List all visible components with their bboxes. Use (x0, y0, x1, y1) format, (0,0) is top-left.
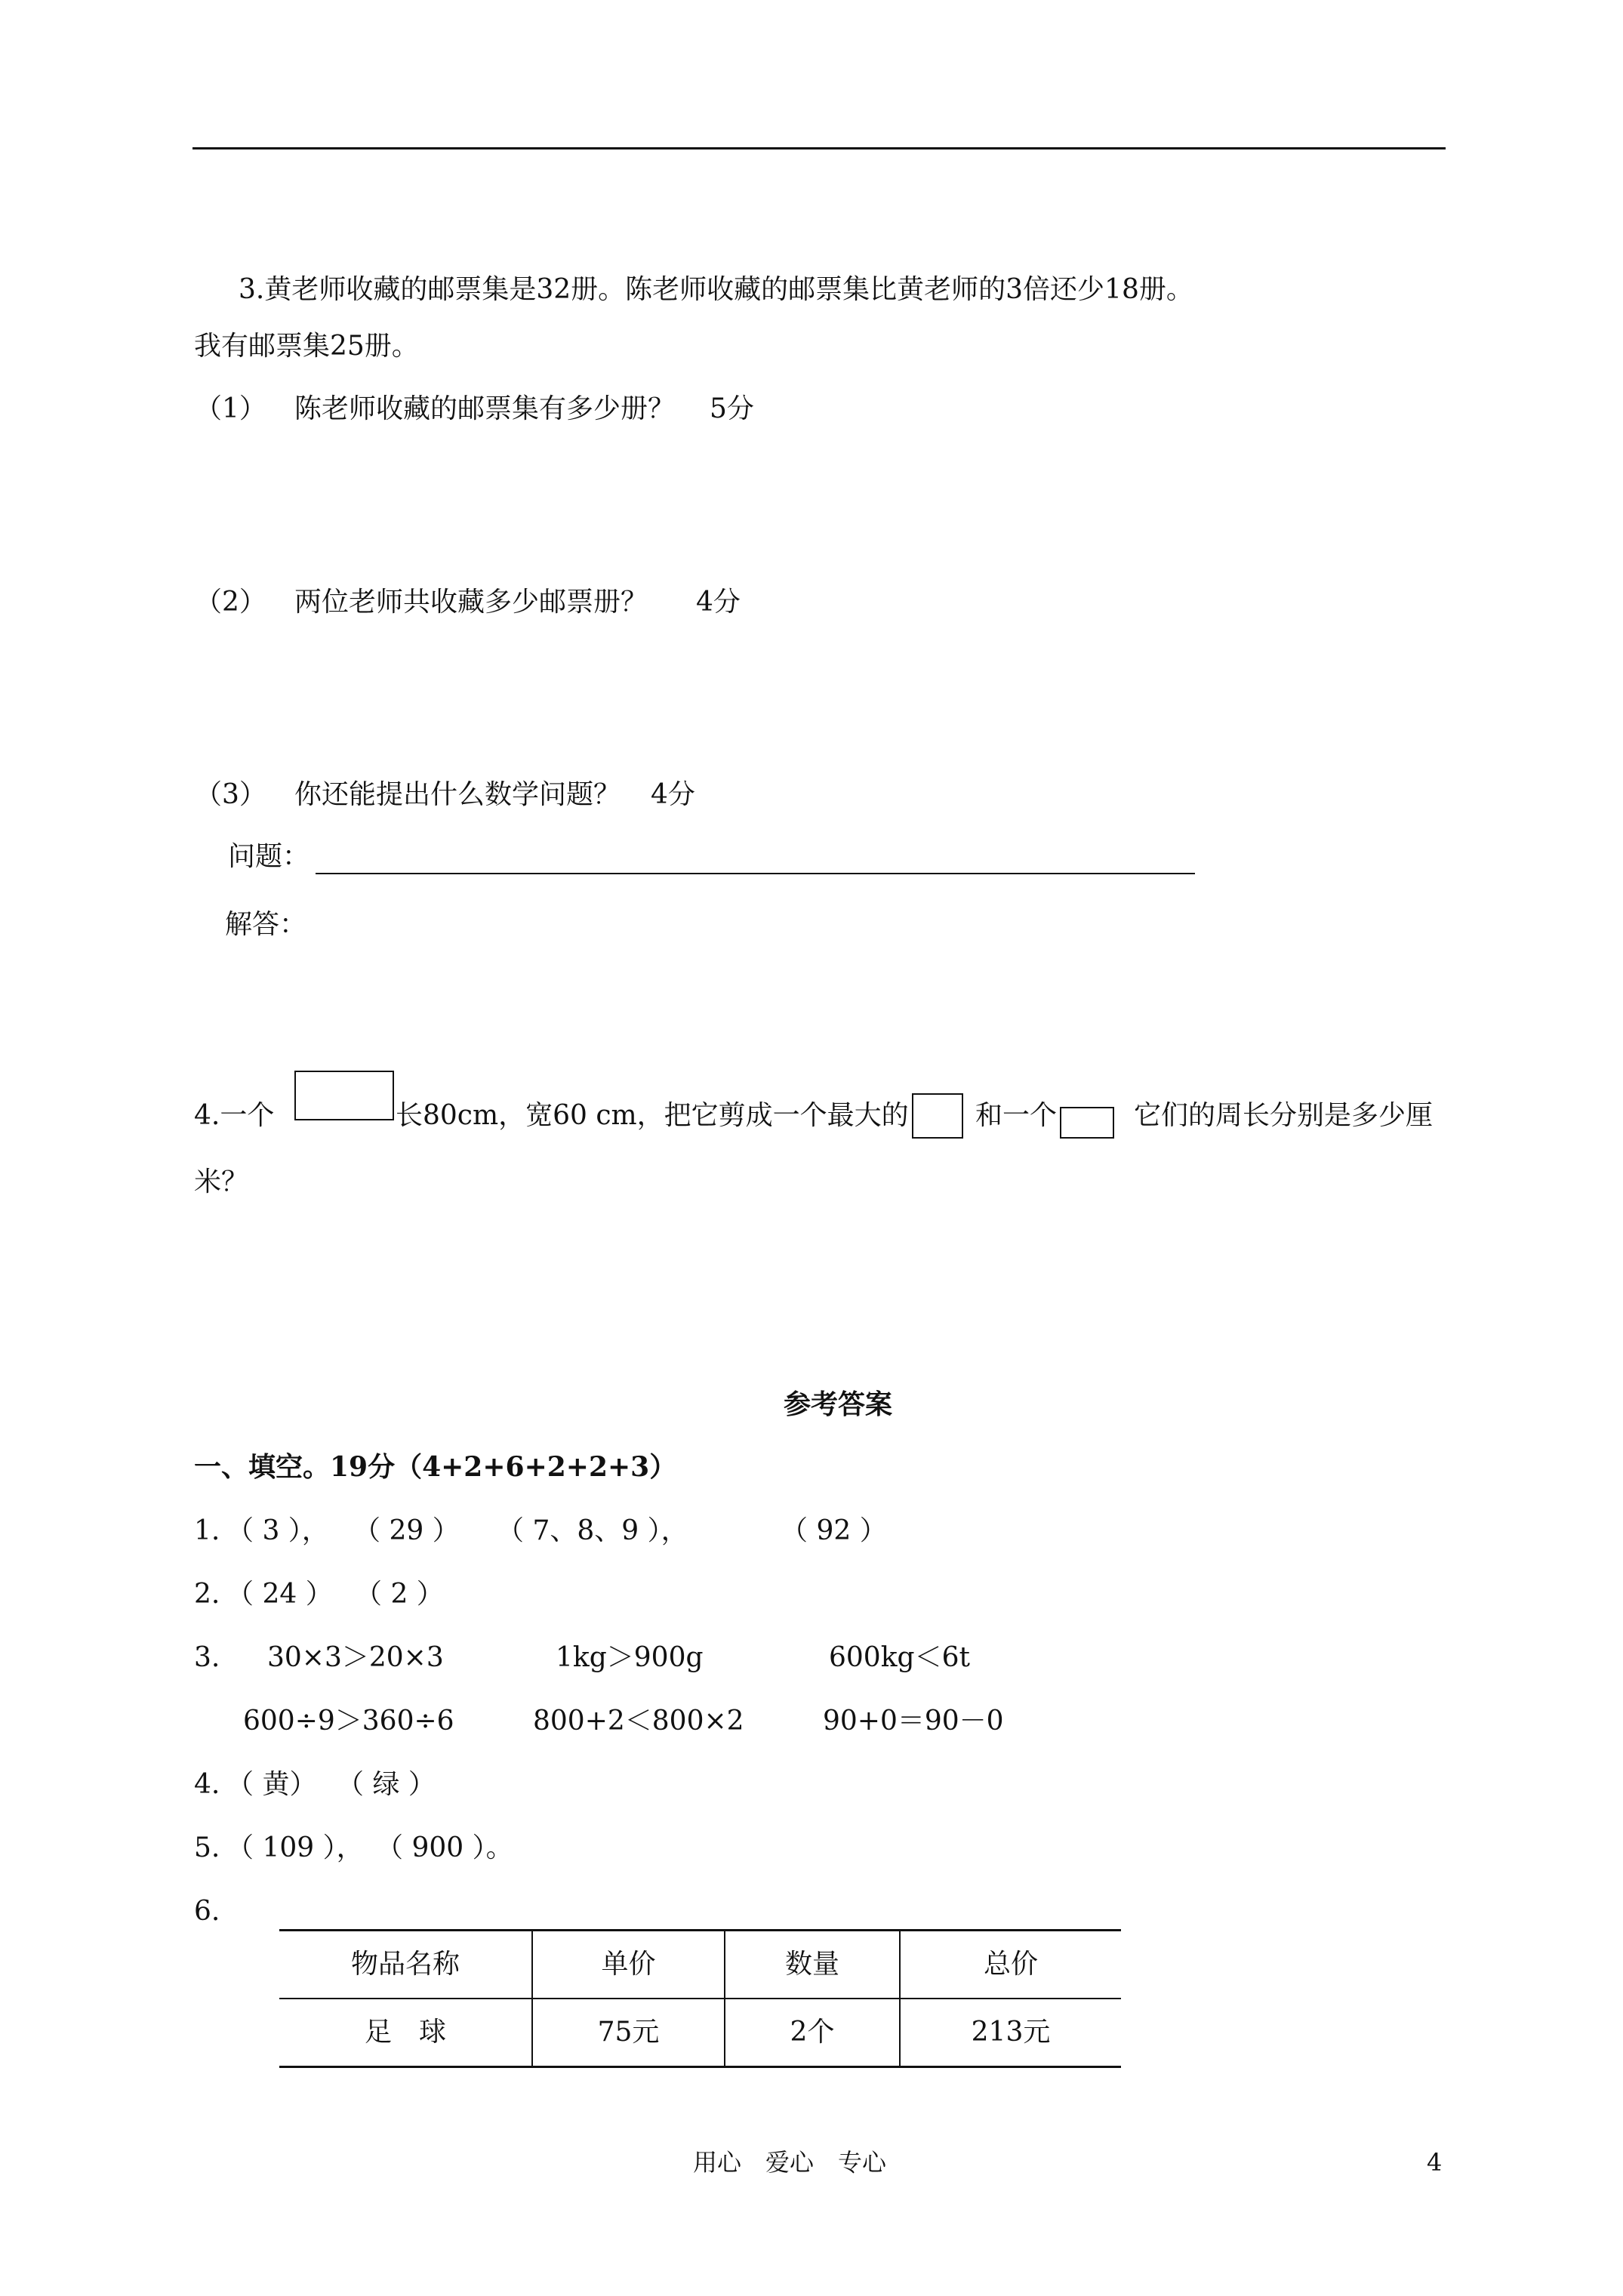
q3-line1: 3.黄老师收藏的邮票集是32册。陈老师收藏的邮票集比黄老师的3倍还少18册。 (239, 274, 1193, 305)
answer-3-r1c3: 600kg＜6t (829, 1642, 970, 1673)
answer-label: 解答： (225, 909, 307, 940)
answer-3-r1c1: 30×3＞20×3 (267, 1642, 444, 1673)
q3-sub2-score: 4分 (696, 587, 741, 618)
q4-part3: 和一个 (975, 1100, 1058, 1131)
header-item-name: 物品名称 (350, 1949, 460, 1980)
answer-5-v2: （ 900 ）。 (376, 1832, 513, 1863)
answer-5-label: 5. (194, 1832, 220, 1863)
q4-part2: 长80cm，宽60 cm，把它剪成一个最大的 (396, 1100, 909, 1131)
q3-sub3-score: 4分 (651, 779, 695, 810)
answer-1-v3: （ 7、8、9 ）， (497, 1515, 688, 1546)
answer-2-v2: （ 2 ） (355, 1579, 444, 1610)
q3-sub3-num: （3） (195, 779, 266, 810)
q3-line2: 我有邮票集25册。 (194, 331, 419, 362)
table-row (279, 1999, 1121, 2067)
answer-4-label: 4. (194, 1769, 220, 1800)
answer-3-r2c1: 600÷9＞360÷6 (243, 1706, 454, 1737)
cell-total-price: 213元 (900, 1999, 1121, 2067)
answer-3-r2c3: 90+0＝90－0 (823, 1706, 1004, 1737)
q3-sub1-score: 5分 (710, 393, 754, 424)
q3-sub1-num: （1） (195, 393, 266, 424)
section1-heading: 一、填空。19分（4+2+6+2+2+3） (194, 1451, 677, 1483)
question-label: 问题： (228, 841, 310, 872)
cell-unit-price: 75元 (532, 1999, 725, 2067)
small-rectangle-shape (1060, 1107, 1114, 1139)
header-quantity: 数量 (725, 1931, 900, 1999)
cell-item-name: 足 球 (364, 2017, 446, 2048)
header-rule (192, 147, 1446, 149)
answer-2-v1: （ 24 ） (226, 1579, 333, 1610)
price-table (279, 1929, 1121, 2068)
answer-1-v1: （ 3 ）， (226, 1515, 329, 1546)
page-number: 4 (1427, 2148, 1443, 2177)
answer-3-r1c2: 1kg＞900g (556, 1642, 704, 1673)
q3-sub3-text: 你还能提出什么数学问题？ (294, 779, 621, 810)
footer-motto: 用心 爱心 专心 (693, 2148, 887, 2177)
answer-4-v2: （ 绿 ） (337, 1769, 436, 1800)
square-shape (912, 1093, 963, 1139)
answers-title: 参考答案 (784, 1388, 893, 1420)
answer-1-label: 1. (194, 1515, 220, 1546)
answer-1-v2: （ 29 ） (353, 1515, 460, 1546)
cell-quantity: 2个 (725, 1999, 900, 2067)
answer-4-v1: （ 黄） (226, 1769, 317, 1800)
q4-prefix: 4.一个 (194, 1100, 275, 1131)
q4-line2: 米？ (194, 1166, 249, 1197)
header-unit-price: 单价 (532, 1931, 725, 1999)
question-answer-line[interactable] (316, 873, 1195, 874)
header-total-price: 总价 (900, 1931, 1121, 1999)
q3-sub2-text: 两位老师共收藏多少邮票册？ (294, 587, 648, 618)
q3-sub1-text: 陈老师收藏的邮票集有多少册？ (294, 393, 676, 424)
answer-6-label: 6. (194, 1896, 220, 1927)
answer-5-v1: （ 109 ）， (226, 1832, 364, 1863)
answer-2-label: 2. (194, 1579, 220, 1610)
q3-sub2-num: （2） (195, 587, 266, 618)
q4-part4: 它们的周长分别是多少厘 (1134, 1100, 1434, 1131)
rectangle-shape (294, 1071, 394, 1120)
answer-3-label: 3. (194, 1642, 220, 1673)
answer-1-v4: （ 92 ） (781, 1515, 887, 1546)
answer-3-r2c2: 800+2＜800×2 (533, 1706, 744, 1737)
table-header-row (279, 1931, 1121, 1999)
